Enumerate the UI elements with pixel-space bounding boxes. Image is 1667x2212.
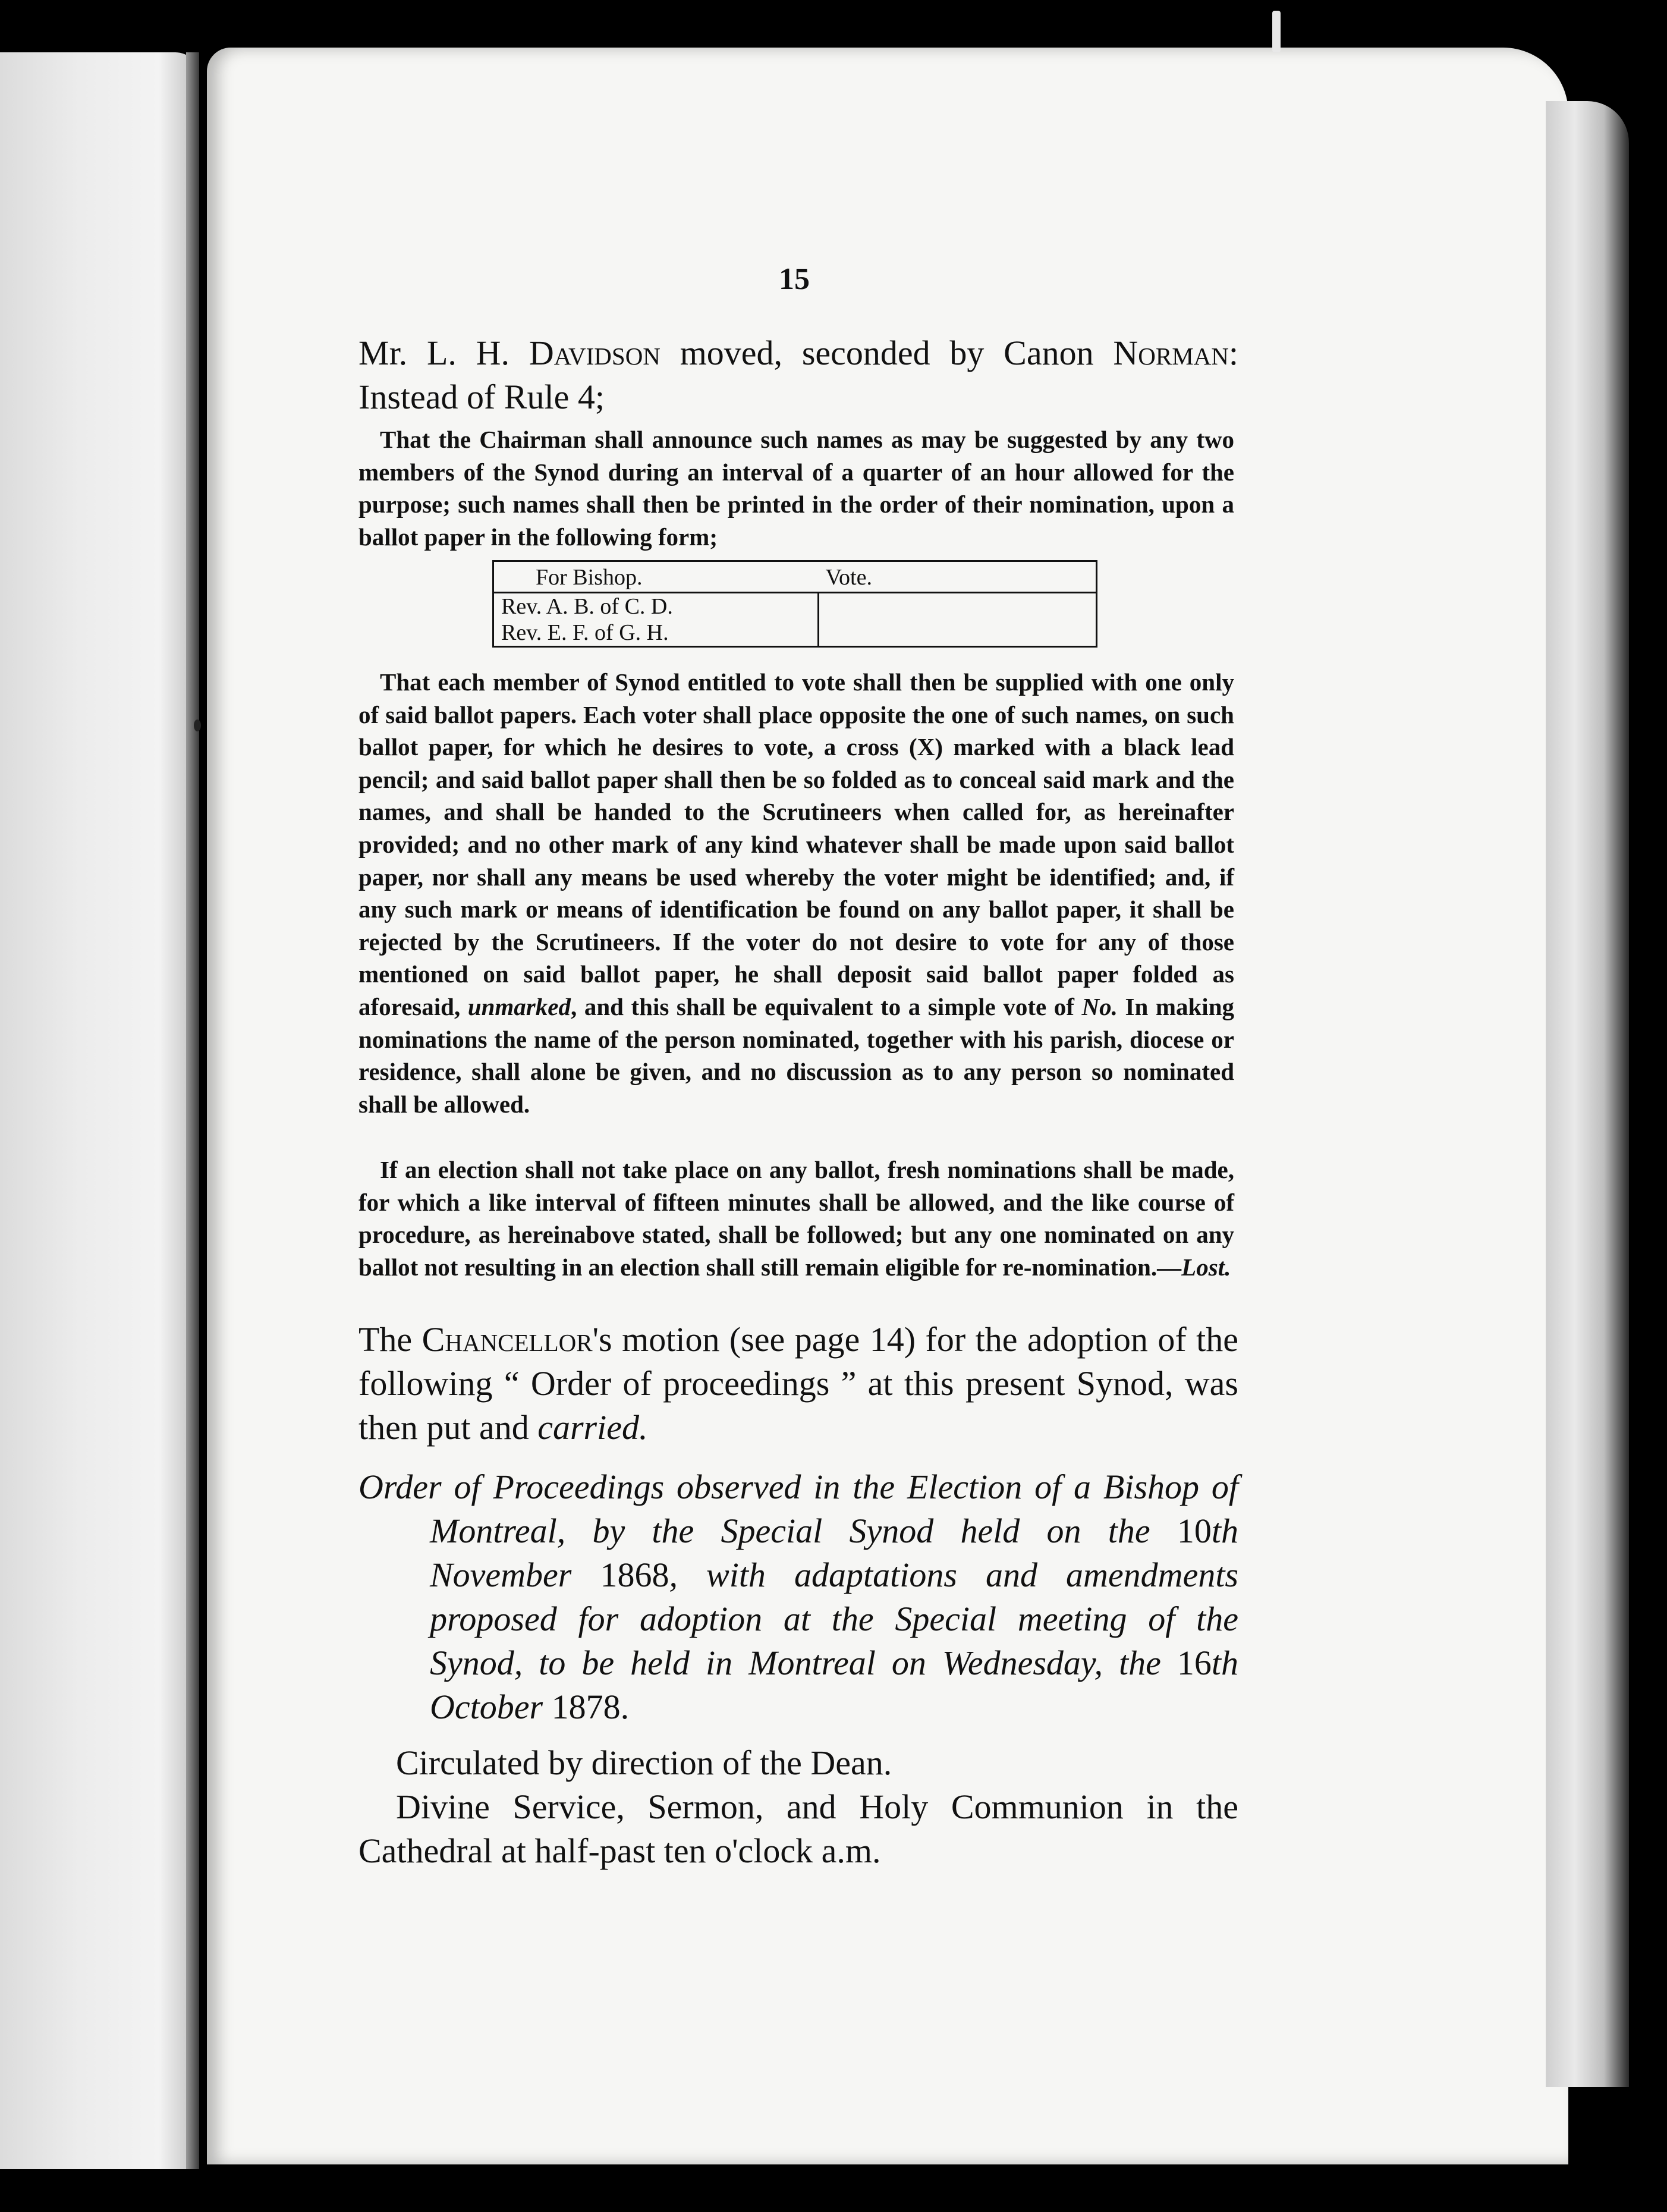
- chancellor-name: Chancellor: [422, 1320, 593, 1359]
- rule-paragraph-2-text: [358, 666, 1234, 1120]
- order-part-2: November: [430, 1556, 600, 1594]
- rule-paragraph-2: [358, 666, 1234, 1120]
- order-of-proceedings-heading: [358, 1465, 1238, 1729]
- order-part-3: , with adaptations and amendments proposed for adoption at the Special meeting of the Synod, to be held in Montreal on Wednesday, the: [430, 1556, 1238, 1682]
- rule-paragraph-3-text: [358, 1154, 1234, 1283]
- order-date-1-suffix: th: [1211, 1512, 1238, 1550]
- book-fore-edge: [1546, 101, 1629, 2087]
- order-date-1-number: 10: [1177, 1512, 1212, 1550]
- ballot-candidate: Rev. E. F. of G. H.: [493, 620, 819, 647]
- divine-service-note: [358, 1785, 1238, 1873]
- chancellor-prefix: The: [358, 1320, 422, 1359]
- chancellor-text: 's motion (see page 14) for the adoption of the following “ Order of proceedings ” at this present Synod, was then put and: [358, 1320, 1239, 1447]
- rule-paragraph-1-text: That the Chairman shall announce such names as may be suggested by any two members of the Synod during an interval of a quarter of an hour allowed for the purpose; such names shall then be printed in the order of their nomination, upon a ballot paper in the following form;: [358, 426, 1234, 551]
- previous-page-edge: [0, 52, 199, 2169]
- rule-2-no: No.: [1081, 992, 1118, 1020]
- instead-of-rule-text: : Instead of Rule 4;: [358, 334, 1238, 416]
- circulated-note: Circulated by direction of the Dean.: [396, 1743, 892, 1782]
- rule-3-result: Lost.: [1181, 1253, 1231, 1281]
- chancellor-result: carried.: [537, 1408, 648, 1447]
- order-year-2: 1878: [551, 1688, 621, 1726]
- ballot-header-candidate: For Bishop.: [493, 561, 819, 593]
- ballot-row: [493, 593, 1097, 620]
- order-date-2-number: 16: [1177, 1644, 1212, 1682]
- scan-speck: [194, 719, 201, 731]
- motion-heading: [358, 331, 1238, 419]
- rule-paragraph-1: [358, 423, 1234, 553]
- ballot-candidate: Rev. A. B. of C. D.: [493, 593, 819, 620]
- ballot-vote-cell: [819, 620, 1097, 647]
- order-part-1: Order of Proceedings observed in the Election of a Bishop of Montreal, by the Special Synod held on the: [358, 1468, 1238, 1550]
- ballot-header-row: [493, 561, 1097, 593]
- mover-name: Davidson: [529, 334, 660, 372]
- scan-speck: [1272, 11, 1281, 52]
- rule-paragraph-3: [358, 1154, 1234, 1283]
- mover-prefix: Mr. L. H.: [358, 334, 529, 372]
- order-part-4: October: [430, 1688, 552, 1726]
- ballot-vote-cell: [819, 593, 1097, 620]
- rule-2-unmarked: unmarked: [467, 992, 571, 1020]
- divine-service-text: Divine Service, Sermon, and Holy Communion in the Cathedral at half-past ten o'clock a.m.: [358, 1787, 1238, 1870]
- chancellor-motion: [358, 1318, 1238, 1450]
- page-number: 15: [779, 262, 810, 296]
- ballot-header-vote: Vote.: [819, 561, 1097, 593]
- order-end: .: [620, 1688, 630, 1726]
- rule-2-part-a: That each member of Synod entitled to vote shall then be supplied with one only of said ballot papers. Each voter shall place opposite the one of such names, on such ballot paper, for which he desires to vote, a cross (X) marked with a black lead pencil; and said ballot paper shall then be so folded as to conceal said mark and the names, and shall be handed to the Scrutineers when called for, as hereinafter provided; and no other mark of any kind whatever shall be made upon said ballot paper, nor shall any means be used whereby the voter might be identified; and, if any such mark or means of identification be found on any ballot paper, it shall be rejected by the Scrutineers. If the voter do not desire to vote for any of those mentioned on said ballot paper, he shall deposit said ballot paper folded as aforesaid,: [358, 668, 1234, 1020]
- ballot-paper-form: [492, 560, 1097, 648]
- ballot-row: [493, 620, 1097, 647]
- rule-2-part-c: In making nominations the name of the person nominated, together with his parish, diocese or residence, shall alone be given, and no discussion as to any person so nominated shall be allowed.: [358, 992, 1234, 1118]
- order-year-1: 1868: [600, 1556, 669, 1594]
- order-date-2-suffix: th: [1211, 1644, 1238, 1682]
- seconder-name: Norman: [1113, 334, 1229, 372]
- rule-2-part-b: , and this shall be equivalent to a simple vote of: [570, 992, 1082, 1020]
- order-heading-text: [358, 1465, 1238, 1729]
- seconded-text: moved, seconded by Canon: [660, 334, 1114, 372]
- rule-3-text: If an election shall not take place on any ballot, fresh nominations shall be made, for which a like interval of fifteen minutes shall be allowed, and the like course of procedure, as hereinabove stated, shall be followed; but any one nominated on any ballot not resulting in an election shall still remain eligible for re-nomination.—: [358, 1156, 1234, 1281]
